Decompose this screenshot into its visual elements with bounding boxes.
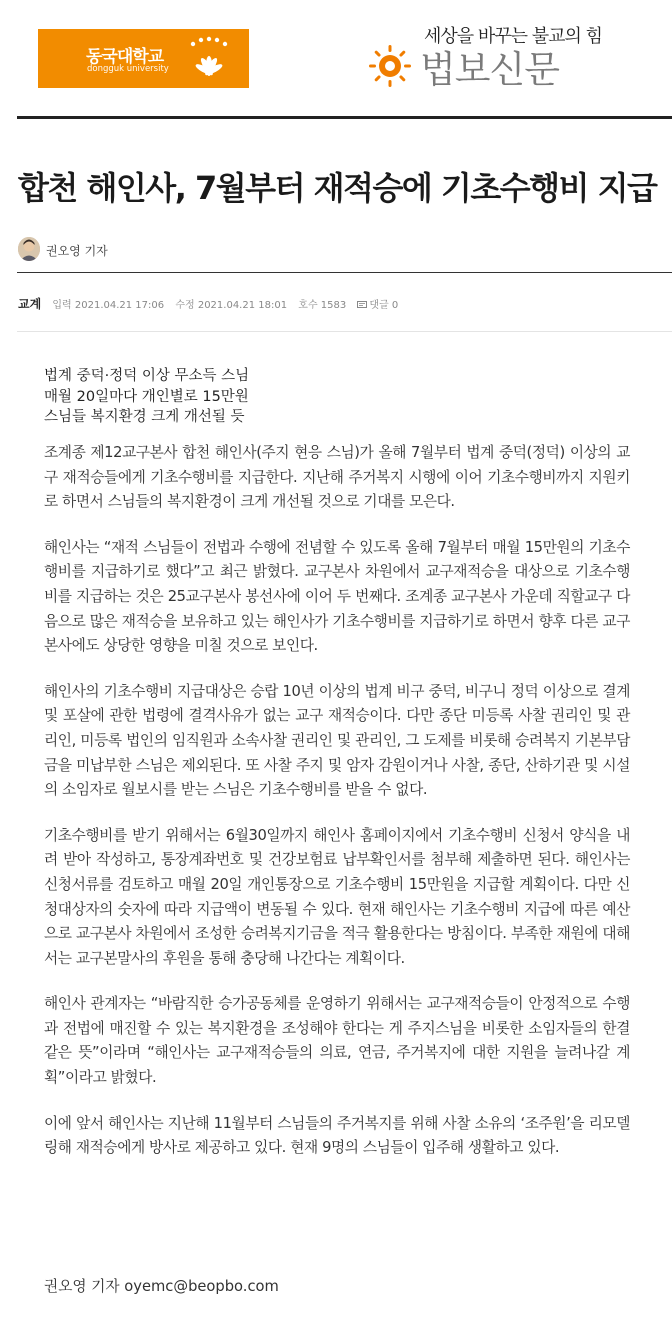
subhead-line: 법계 중덕·정덕 이상 무소득 스님 [44, 368, 250, 384]
beopbo-newspaper-name[interactable]: 법보신문 [420, 48, 559, 91]
beopbo-slogan: 세상을 바꾸는 불교의 힘 [424, 26, 603, 47]
comments-link[interactable] [357, 300, 398, 311]
published-date: 입력 2021.04.21 17:06 [52, 300, 165, 311]
author-name[interactable]: 권오영 기자 [46, 244, 108, 258]
body-paragraph: 해인사는 “재적 스님들이 전법과 수행에 전념할 수 있도록 올해 7월부터 매월 15만원의 기초수행비를 지급하기로 했다”고 최근 밝혔다. 교구본사 차원에서 교구재적승을 대상으로 기초수행비를 지급하는 것은 25교구본사 봉선사에 이어 두 번째다. 조계종 교구본사 가운데 직할교구 다음으로 많은 재적승을 보유하고 있는 해인사가 기초수행비를 지급하기로 하면서 향후 다른 교구본사에도 상당한 영향을 미칠 것으로 보인다. [44, 538, 630, 655]
section-label[interactable]: 교계 [18, 297, 42, 311]
body-paragraph: 기초수행비를 받기 위해서는 6월30일까지 해인사 홈페이지에서 기초수행비 신청서 양식을 내려 받아 작성하고, 통장계좌번호 및 건강보험료 납부확인서를 첨부해 제출하면 된다. 해인사는 신청서류를 검토하고 매월 20일 개인통장으로 기초수행비 15만원을 지급할 계획이다. 다만 신청대상자의 숫자에 따라 지급액이 변동될 수 있다. 현재 해인사는 기초수행비 지급에 따른 예산으로 교구본사 차원에서 조성한 승려복지기금을 적극 활용한다는 방침이다. 부족한 재원에 대해서는 교구본말사의 후원을 통해 충당해 나간다는 계획이다. [44, 826, 630, 967]
issue-number: 호수 1583 [298, 300, 347, 311]
subhead-line: 매월 20일마다 개인별로 15만원 [44, 388, 249, 405]
meta-divider [17, 331, 672, 332]
reporter-signature: 권오영 기자 oyemc@beopbo.com [44, 1278, 279, 1295]
site-header [0, 0, 672, 118]
dongguk-logo-name: 동국대학교 [86, 47, 164, 67]
comments-count: 댓글 0 [369, 300, 399, 311]
comment-icon [357, 301, 367, 309]
body-paragraph: 이에 앞서 해인사는 지난해 11월부터 스님들의 주거복지를 위해 사찰 소유의 ‘조주원’을 리모델링해 재적승에게 방사로 제공하고 있다. 현재 9명의 스님들이 입주해 생활하고 있다. [44, 1114, 630, 1157]
article-meta [18, 295, 398, 312]
article-body [44, 441, 630, 1182]
article-title: 합천 해인사, 7월부터 재적승에 기초수행비 지급 [18, 169, 657, 207]
body-paragraph: 조계종 제12교구본사 합천 해인사(주지 현응 스님)가 올해 7월부터 법계 중덕(정덕) 이상의 교구 재적승들에게 기초수행비를 지급한다. 지난해 주거복지 시행에 이어 기초수행비까지 지원키로 하면서 스님들의 복지환경이 크게 개선될 것으로 기대를 모은다. [44, 444, 630, 511]
body-paragraph: 해인사 관계자는 “바람직한 승가공동체를 운영하기 위해서는 교구재적승들이 안정적으로 수행과 전법에 매진할 수 있는 복지환경을 조성해야 한다는 게 주지스님을 비롯한 소임자들의 한결 같은 뜻”이라며 “해인사는 교구재적승들의 의료, 연금, 주거복지에 대한 지원을 늘려나갈 계획”이라고 밝혔다. [44, 995, 630, 1087]
modified-date: 수정 2021.04.21 18:01 [175, 300, 288, 311]
article-subheads [44, 366, 249, 428]
title-divider [17, 272, 672, 273]
body-paragraph: 해인사의 기초수행비 지급대상은 승랍 10년 이상의 법계 비구 중덕, 비구니 정덕 이상으로 결계 및 포살에 관한 법령에 결격사유가 없는 교구 재적승이다. 다만 종단 미등록 사찰 권리인 및 관리인, 미등록 법인의 임직원과 소속사찰 권리인 및 관리인, 그 도제를 비롯해 승려복지 기본부담금을 미납부한 스님은 제외된다. 또 사찰 주지 및 암자 감원이거나 사찰, 종단, 산하기관 및 시설의 소임자로 월보시를 받는 스님은 기초수행비를 받을 수 없다. [44, 682, 630, 799]
subhead-line: 스님들 복지환경 크게 개선될 듯 [44, 409, 245, 425]
dongguk-university-logo[interactable] [38, 29, 249, 88]
header-divider [17, 116, 672, 119]
sun-logo-icon[interactable] [368, 44, 412, 88]
author-avatar [18, 237, 40, 261]
lotus-mark-icon [183, 36, 235, 80]
dongguk-logo-subtitle: dongguk university [87, 64, 169, 74]
